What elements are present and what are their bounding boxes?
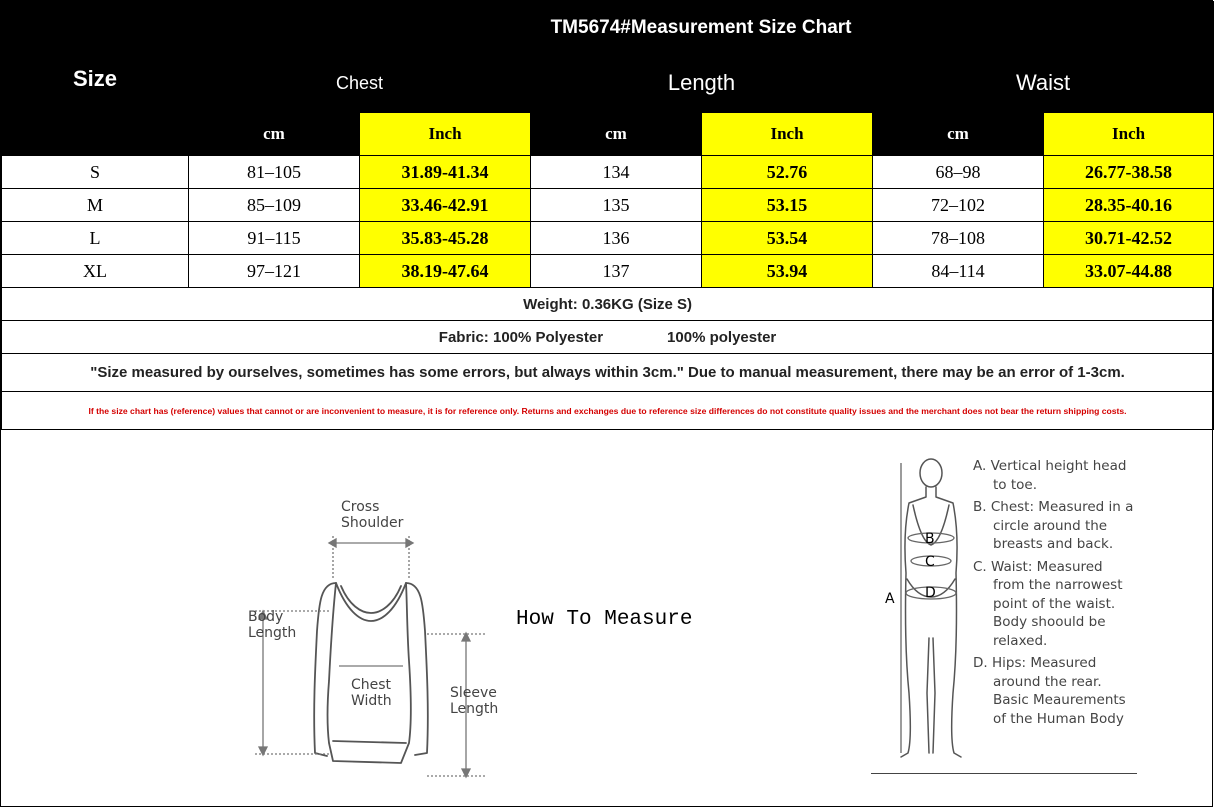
size-cell: M <box>2 189 189 222</box>
length-cm-header: cm <box>531 113 702 156</box>
length-inch-header: Inch <box>702 113 873 156</box>
legend-c-line3: point of the waist. <box>993 595 1116 612</box>
chest-inch-cell: 31.89-41.34 <box>360 156 531 189</box>
weight-info: Weight: 0.36KG (Size S) <box>2 288 1214 321</box>
legend-b-line2: circle around the <box>993 517 1108 534</box>
waist-inch-cell: 30.71-42.52 <box>1044 222 1214 255</box>
how-to-measure-title: How To Measure <box>516 608 693 631</box>
length-inch-cell: 52.76 <box>702 156 873 189</box>
sleeve-label: Sleeve <box>450 685 497 701</box>
size-cell: XL <box>2 255 189 288</box>
measurement-note: "Size measured by ourselves, sometimes has some errors, but always within 3cm." Due to manual measurement, there may be an error of 1-3cm. <box>2 354 1214 392</box>
table-row <box>2 189 1214 222</box>
letter-c: C <box>925 554 935 570</box>
waist-cm-header: cm <box>873 113 1044 156</box>
letter-a: A <box>885 591 895 607</box>
waist-inch-cell: 33.07-44.88 <box>1044 255 1214 288</box>
length-header: Length <box>531 54 873 113</box>
chest-cm-cell: 97–121 <box>189 255 360 288</box>
chest-cm-cell: 81–105 <box>189 156 360 189</box>
ground-line <box>871 773 1137 774</box>
legend-c-line5: relaxed. <box>993 632 1048 649</box>
waist-inch-cell: 28.35-40.16 <box>1044 189 1214 222</box>
legend-d-line4: of the Human Body <box>993 710 1124 727</box>
legend-d-line3: Basic Meaurements <box>993 692 1126 708</box>
reference-warning: If the size chart has (reference) values that cannot or are inconvenient to measure, it is for reference only. Returns and exchanges due to reference size differences do not constitute quality issues and the merchant does not bear the return shipping costs. <box>2 392 1214 430</box>
legend-c-line2: from the narrowest <box>993 577 1123 593</box>
size-cell: L <box>2 222 189 255</box>
waist-inch-header: Inch <box>1044 113 1214 156</box>
fabric-label: Fabric: 100% Polyester <box>438 328 604 346</box>
chest-inch-cell: 33.46-42.91 <box>360 189 531 222</box>
sleeve-length-label: Length <box>450 701 499 717</box>
length-cm-cell: 137 <box>531 255 702 288</box>
legend-a-line1: A. Vertical height head <box>973 458 1127 474</box>
chart-title: TM5674#Measurement Size Chart <box>189 2 1214 54</box>
body-label: Body <box>248 609 284 625</box>
table-row <box>2 255 1214 288</box>
waist-header: Waist <box>873 54 1214 113</box>
size-table <box>1 1 1214 430</box>
length-inch-cell: 53.15 <box>702 189 873 222</box>
chest-label: Chest <box>351 677 392 693</box>
chest-inch-cell: 38.19-47.64 <box>360 255 531 288</box>
shoulder-label: Shoulder <box>341 515 404 531</box>
chest-cm-cell: 85–109 <box>189 189 360 222</box>
table-row <box>2 156 1214 189</box>
size-header: Size <box>2 2 189 156</box>
how-to-measure-section <box>1 431 1213 807</box>
legend-a-line2: to toe. <box>993 476 1037 493</box>
length-inch-cell: 53.94 <box>702 255 873 288</box>
waist-cm-cell: 84–114 <box>873 255 1044 288</box>
fabric-alt-label: 100% polyester <box>667 328 777 346</box>
legend-b-line3: breasts and back. <box>993 536 1114 552</box>
waist-cm-cell: 72–102 <box>873 189 1044 222</box>
cross-label: Cross <box>341 499 380 515</box>
waist-cm-cell: 68–98 <box>873 156 1044 189</box>
legend-c-line1: C. Waist: Measured <box>973 558 1103 575</box>
chest-cm-cell: 91–115 <box>189 222 360 255</box>
legend-d-line2: around the rear. <box>993 673 1102 690</box>
width-label: Width <box>351 693 392 709</box>
chest-inch-header: Inch <box>360 113 531 156</box>
legend-b-line1: B. Chest: Measured in a <box>973 499 1134 515</box>
length-cm-cell: 136 <box>531 222 702 255</box>
chest-cm-header: cm <box>189 113 360 156</box>
waist-inch-cell: 26.77-38.58 <box>1044 156 1214 189</box>
sweater-diagram <box>241 491 511 791</box>
body-length-label: Length <box>248 625 297 641</box>
length-inch-cell: 53.54 <box>702 222 873 255</box>
chest-header: Chest <box>189 54 531 113</box>
legend-c-line4: Body shoould be <box>993 614 1106 630</box>
letter-d: D <box>925 585 936 601</box>
waist-cm-cell: 78–108 <box>873 222 1044 255</box>
chest-inch-cell: 35.83-45.28 <box>360 222 531 255</box>
body-diagram <box>871 453 971 773</box>
table-row <box>2 222 1214 255</box>
legend-d-line1: D. Hips: Measured <box>973 655 1097 671</box>
fabric-info <box>2 321 1214 354</box>
size-cell: S <box>2 156 189 189</box>
length-cm-cell: 134 <box>531 156 702 189</box>
length-cm-cell: 135 <box>531 189 702 222</box>
measurement-legend <box>973 457 1173 732</box>
letter-b: B <box>925 531 935 547</box>
